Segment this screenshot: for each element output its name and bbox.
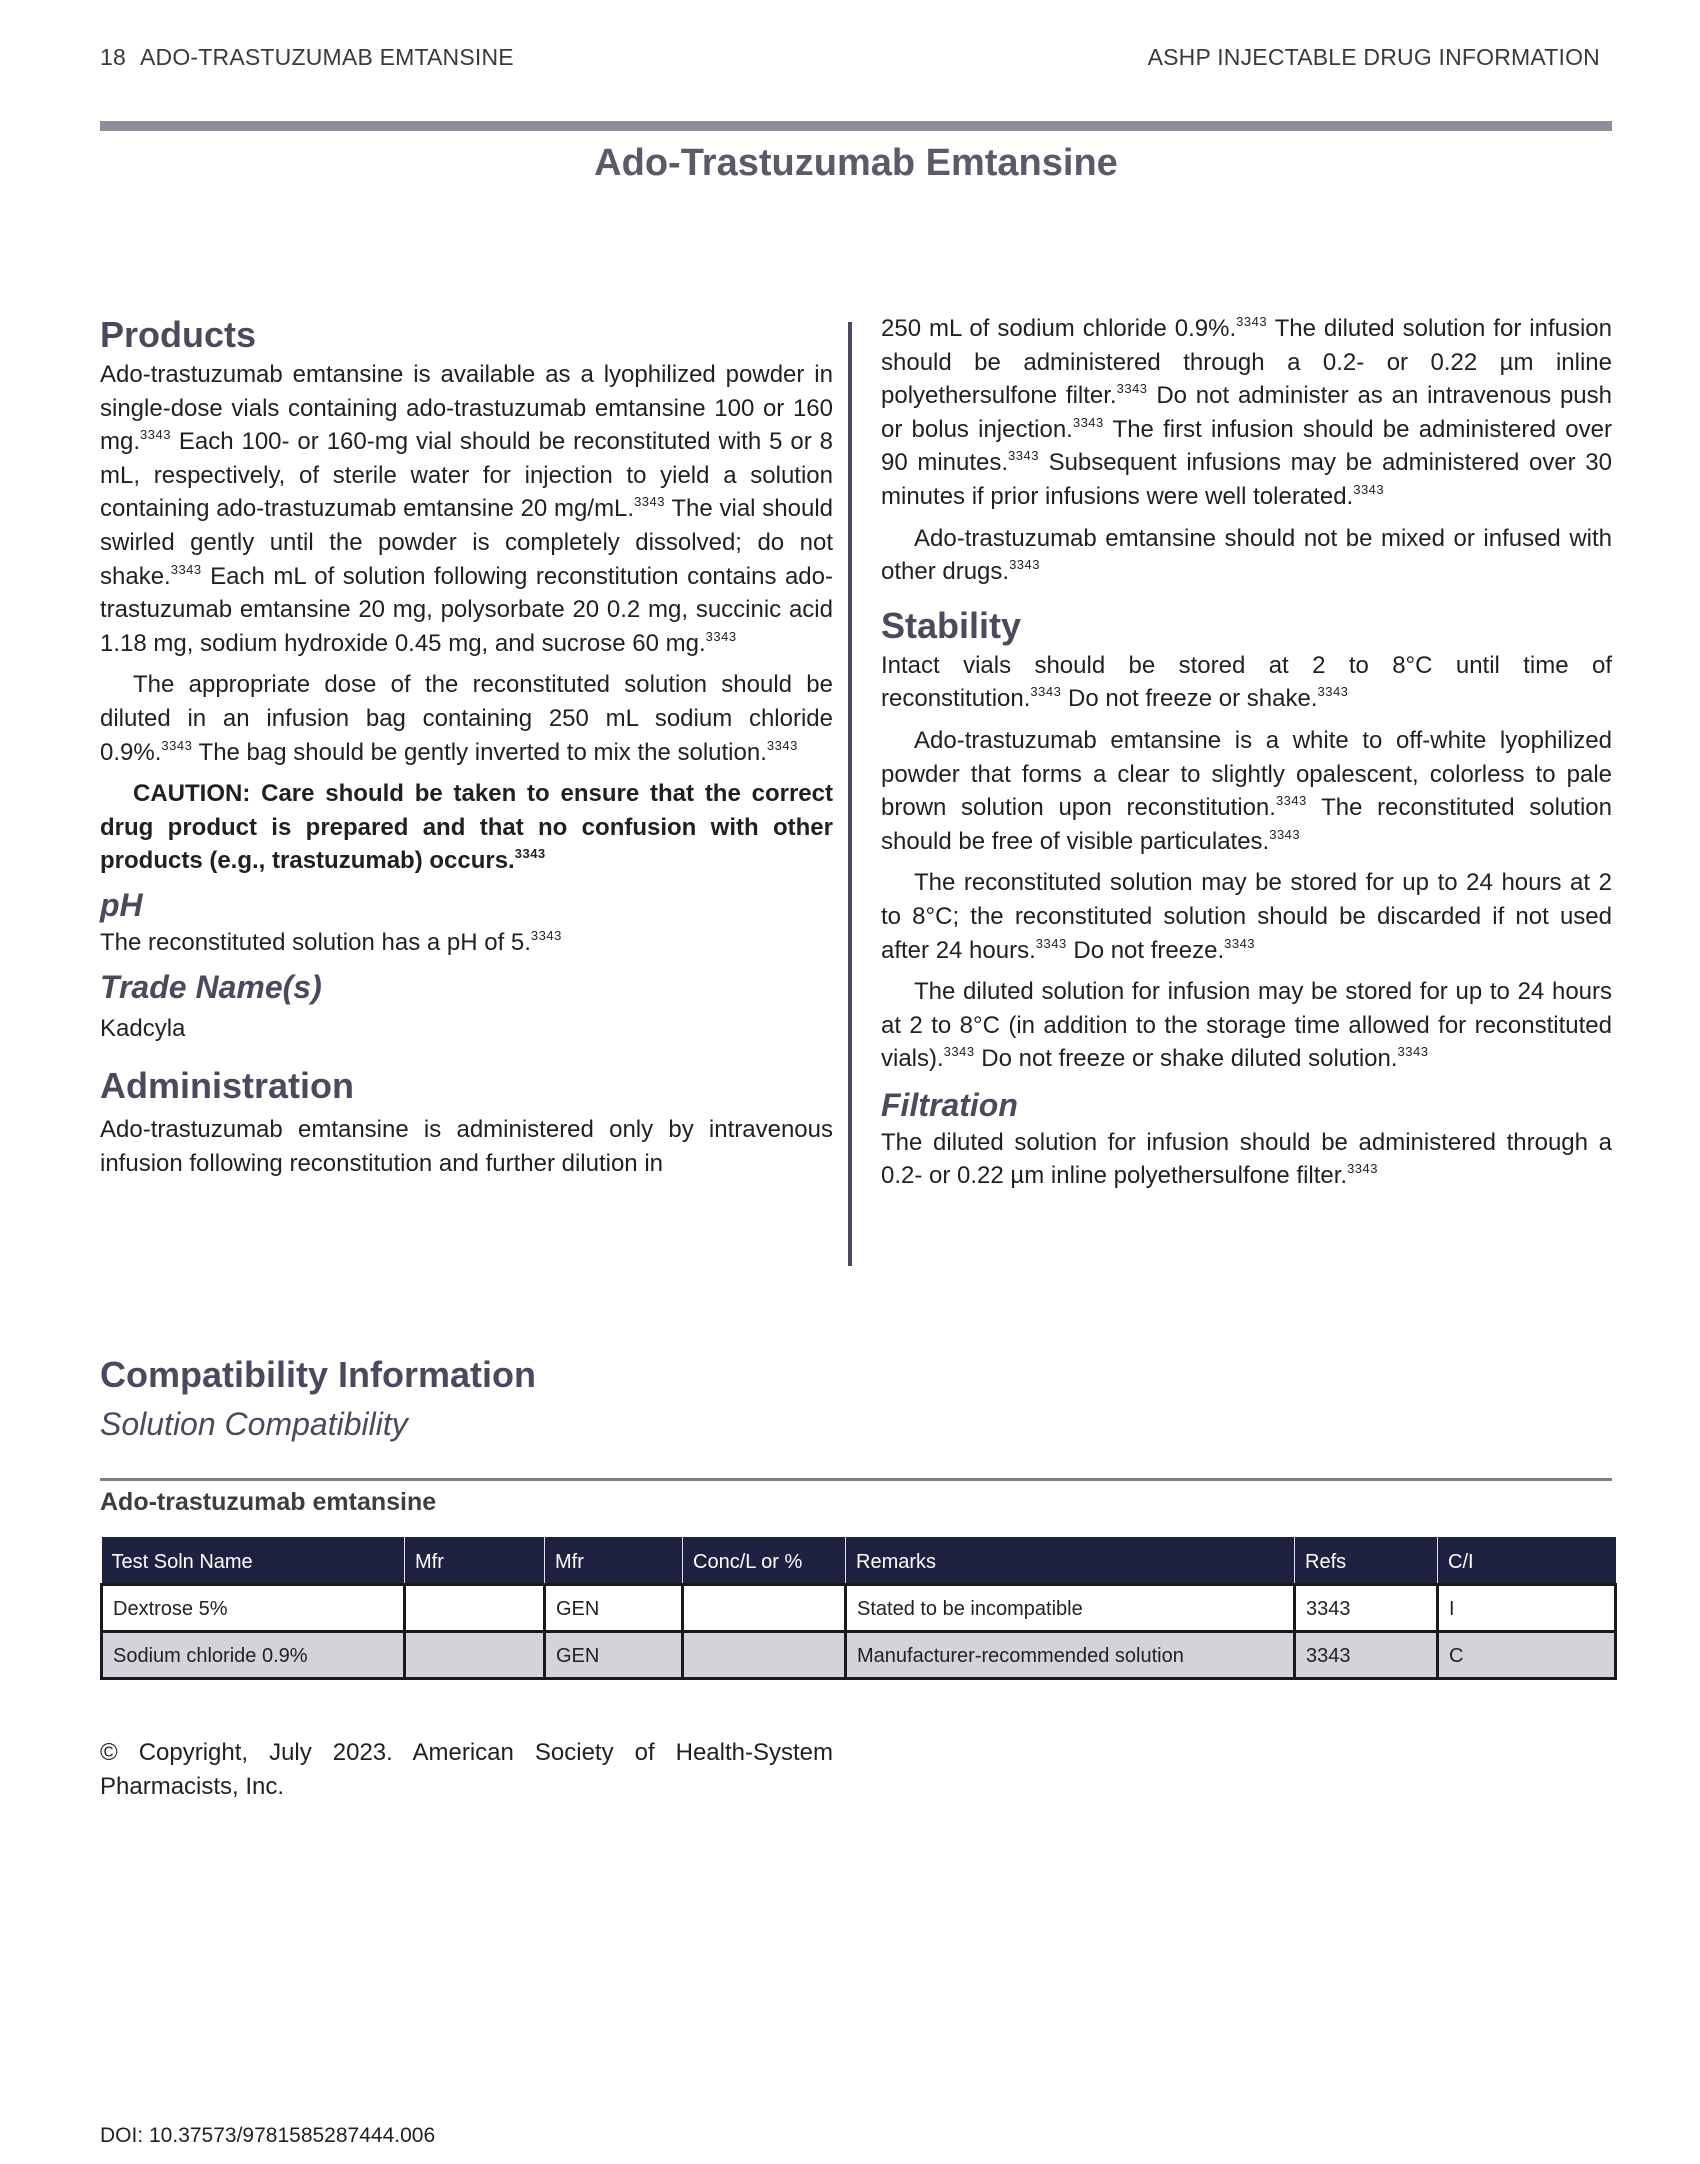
cell-mfr-2: GEN <box>545 1632 683 1679</box>
reference-marker: 3343 <box>634 494 665 510</box>
cell-test-soln-name: Dextrose 5% <box>102 1585 405 1632</box>
reference-marker: 3343 <box>1236 314 1268 329</box>
column-header-remarks: Remarks <box>846 1537 1295 1585</box>
table-rule <box>100 1478 1612 1481</box>
table-header-row <box>102 1537 1616 1585</box>
administration-paragraph-1-continued: 250 mL of sodium chloride 0.9%.$^{3343}$ The diluted solution for infusion should be administered through a 0.2- or 0.22 µm inline polyethersulfone filter.$^{3343}$ Do not administer as an intravenous push or bolus injection.$^{3343}$ The first infusion should be administered over 90 minutes.$^{3343}$ Subsequent infusions may be administered over 30 minutes if prior infusions were well tolerated.$^{3343}$ <box>881 314 1613 510</box>
column-header-conc: Conc/L or % <box>683 1537 846 1585</box>
section-heading-products: Products <box>100 314 257 355</box>
caution-note: CAUTION: Care should be taken to ensure that the correct drug product is prepared and that no confusion with other products (e.g., trastuzumab) occurs.$^{3343}$ <box>100 780 833 875</box>
reference-marker: 3343 <box>170 561 202 577</box>
subsection-heading-solution-compatibility: Solution Compatibility <box>100 1406 408 1442</box>
column-header-ci: C/I <box>1438 1537 1616 1585</box>
reference-marker: 3343 <box>943 1044 975 1060</box>
reference-marker: 3343 <box>1030 684 1062 700</box>
reference-marker: 3343 <box>1116 381 1148 397</box>
running-head-drug-title: ADO-TRASTUZUMAB EMTANSINE <box>139 44 514 70</box>
reference-marker: 3343 <box>1353 481 1385 497</box>
reference-marker: 3343 <box>766 737 798 753</box>
reference-marker: 3343 <box>1008 448 1039 464</box>
section-heading-compatibility: Compatibility Information <box>100 1354 536 1395</box>
reference-marker: 3343 <box>1009 557 1040 573</box>
running-head <box>100 44 1600 76</box>
table-row <box>102 1585 1616 1632</box>
section-heading-stability: Stability <box>881 604 1022 646</box>
table-title: Ado-trastuzumab emtansine <box>100 1488 437 1516</box>
stability-paragraph-4: The diluted solution for infusion may be stored for up to 24 hours at 2 to 8°C (in addition to the storage time allowed for reconstituted vials).$^{3343}$ Do not freeze or shake diluted solution.$^{3343}$ <box>881 978 1612 1073</box>
reference-marker: 3343 <box>1224 935 1256 951</box>
reference-marker: 3343 <box>140 427 171 443</box>
table-row <box>102 1632 1616 1679</box>
subsection-heading-filtration: Filtration <box>881 1086 1018 1123</box>
reference-marker: 3343 <box>1397 1044 1429 1060</box>
cell-mfr-2: GEN <box>545 1585 683 1632</box>
column-header-mfr-2: Mfr <box>545 1537 683 1585</box>
cell-refs: 3343 <box>1295 1585 1438 1632</box>
cell-test-soln-name: Sodium chloride 0.9% <box>102 1632 405 1679</box>
reference-marker: 3343 <box>1269 826 1301 842</box>
reference-marker: 3343 <box>1317 684 1349 700</box>
cell-mfr <box>405 1632 545 1679</box>
cell-conc <box>683 1632 846 1679</box>
section-heading-administration: Administration <box>100 1065 355 1107</box>
stability-paragraph-3: The reconstituted solution may be stored for up to 24 hours at 2 to 8°C; the reconstituted solution should be discarded if not used after 24 hours.$^{3343}$ Do not freeze.$^{3343}$ <box>881 869 1612 964</box>
reference-marker: 3343 <box>161 737 193 753</box>
page-number: 18 <box>100 44 126 70</box>
cell-ci: I <box>1438 1585 1616 1632</box>
administration-paragraph-1-start: Ado-trastuzumab emtansine is administered only by intravenous infusion following reconstitution and further dilution in <box>100 1116 833 1177</box>
administration-paragraph-2: Ado-trastuzumab emtansine should not be mixed or infused with other drugs.$^{3343}$ <box>881 524 1612 586</box>
cell-ci: C <box>1438 1632 1616 1679</box>
running-head-publication: ASHP INJECTABLE DRUG INFORMATION <box>1147 44 1600 70</box>
column-divider <box>848 322 852 1266</box>
products-paragraph-2: The appropriate dose of the reconstituted solution should be diluted in an infusion bag containing 250 mL sodium chloride 0.9%.$^{3343}$ The bag should be gently inverted to mix the solution.$^{3343}$ <box>100 671 833 766</box>
reference-marker: 3343 <box>1072 414 1104 430</box>
products-paragraph-1: Ado-trastuzumab emtansine is available as a lyophilized powder in single-dose vials containing ado-trastuzumab emtansine 100 or 160 mg.$^{3343}$ Each 100- or 160-mg vial should be reconstituted with 5 or 8 mL, respectively, of sterile water for injection to yield a solution containing ado-trastuzumab emtansine 20 mg/mL.$^{3343}$ The vial should swirled gently until the powder is completely dissolved; do not shake.$^{3343}$ Each mL of solution following reconstitution contains ado-trastuzumab emtansine 20 mg, polysorbate 20 0.2 mg, succinic acid 1.18 mg, sodium hydroxide 0.45 mg, and sucrose 60 mg.$^{3343}$ <box>100 361 833 657</box>
cell-mfr <box>405 1585 545 1632</box>
subsection-heading-ph: pH <box>100 886 143 923</box>
stability-paragraph-1: Intact vials should be stored at 2 to 8°C until time of reconstitution.$^{3343}$ Do not freeze or shake.$^{3343}$ <box>881 651 1612 713</box>
reference-marker: 3343 <box>1275 793 1307 809</box>
running-head-left <box>100 44 514 71</box>
doi-footer: DOI: 10.37573/9781585287444.006 <box>100 2124 436 2147</box>
cell-remarks: Stated to be incompatible <box>846 1585 1295 1632</box>
cell-conc <box>683 1585 846 1632</box>
reference-marker: 3343 <box>1035 935 1067 951</box>
cell-remarks: Manufacturer-recommended solution <box>846 1632 1295 1679</box>
reference-marker: 3343 <box>705 628 737 644</box>
page-title: Ado-Trastuzumab Emtansine <box>594 142 1118 184</box>
compatibility-section <box>100 1352 1612 1446</box>
column-header-mfr: Mfr <box>405 1537 545 1585</box>
reference-marker: 3343 <box>1347 1161 1378 1177</box>
reference-marker: 3343 <box>530 927 562 943</box>
left-column <box>100 312 833 1180</box>
cell-refs: 3343 <box>1295 1632 1438 1679</box>
reference-marker: 3343 <box>514 846 546 862</box>
column-header-test-soln-name: Test Soln Name <box>102 1537 405 1585</box>
filtration-text: The diluted solution for infusion should be administered through a 0.2- or 0.22 µm inline polyethersulfone filter.$^{3343}$ <box>881 1128 1612 1190</box>
header-rule <box>100 121 1612 131</box>
stability-paragraph-2: Ado-trastuzumab emtansine is a white to off-white lyophilized powder that forms a clear to slightly opalescent, colorless to pale brown solution upon reconstitution.$^{3343}$ The reconstituted solution should be free of visible particulates.$^{3343}$ <box>881 726 1612 855</box>
subsection-heading-trade-names: Trade Name(s) <box>100 968 322 1005</box>
column-header-refs: Refs <box>1295 1537 1438 1585</box>
trade-name-value: Kadcyla <box>100 1014 186 1042</box>
right-column <box>881 312 1612 1193</box>
administration-continuation: 250 mL of sodium chloride 0.9%. <box>881 315 1237 342</box>
ph-text: The reconstituted solution has a pH of 5.$^{3343}$ <box>100 927 562 956</box>
copyright-notice: © Copyright, July 2023. American Society of Health-System Pharmacists, Inc. <box>100 1739 833 1800</box>
solution-compatibility-table <box>100 1537 1617 1680</box>
